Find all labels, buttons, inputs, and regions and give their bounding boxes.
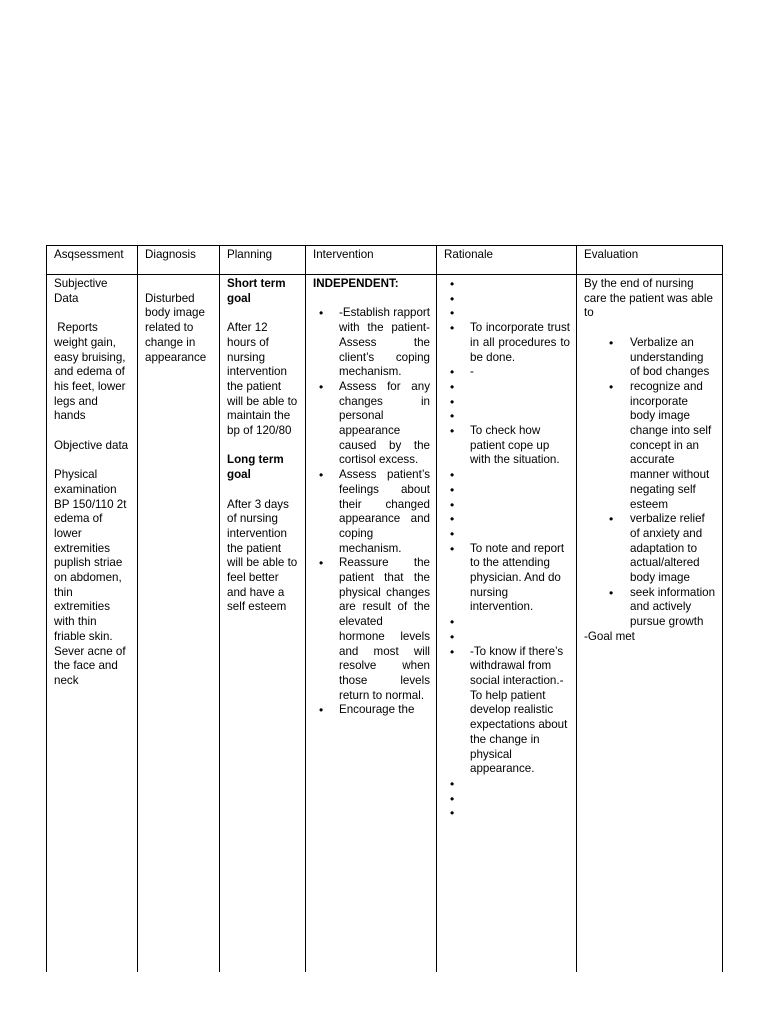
- list-item: [444, 380, 570, 395]
- intervention-list: [313, 306, 430, 718]
- list-item: • To note and report to the attending physician. And do nursing intervention.: [444, 542, 570, 616]
- list-item: [444, 395, 570, 410]
- list-item: • -Establish rapport with the patient- Assess the client’s coping mechanism.: [313, 306, 430, 380]
- list-item: [444, 277, 570, 292]
- list-item: [444, 527, 570, 542]
- list-item: [444, 792, 570, 807]
- evaluation-outcome: -Goal met: [584, 629, 635, 643]
- list-item: • Encourage the: [313, 703, 430, 718]
- cell-planning: [220, 275, 306, 973]
- table-header-row: [47, 246, 723, 275]
- list-item: [444, 409, 570, 424]
- list-item: • -To know if there’s withdrawal from social interaction.- To help patient develop realistic expectations about the change in physical appearance.: [444, 645, 570, 777]
- rationale-list: [444, 277, 570, 821]
- intervention-heading: INDEPENDENT:: [313, 277, 399, 290]
- list-item: [444, 468, 570, 483]
- evaluation-list: [584, 336, 716, 630]
- list-item: • -: [444, 365, 570, 380]
- header-diagnosis: Diagnosis: [138, 246, 220, 275]
- header-planning: Planning: [220, 246, 306, 275]
- list-item: [444, 777, 570, 792]
- list-item: • seek information and actively pursue growth: [604, 586, 716, 630]
- short-term-label: Short term goal: [227, 277, 286, 305]
- objective-title: Objective data: [54, 438, 129, 452]
- list-item: [444, 483, 570, 498]
- short-term-text: After 12 hours of nursing intervention the patient will be able to maintain the bp of 120/80: [227, 321, 298, 438]
- list-item: [444, 512, 570, 527]
- cell-evaluation: [577, 275, 723, 973]
- cell-rationale: [437, 275, 577, 973]
- evaluation-intro: By the end of nursing care the patient was able to: [584, 277, 713, 320]
- table-row: [47, 275, 723, 973]
- header-evaluation: Evaluation: [577, 246, 723, 275]
- list-item: • To check how patient cope up with the situation.: [444, 424, 570, 468]
- list-item: [444, 292, 570, 307]
- cell-intervention: [306, 275, 437, 973]
- header-rationale: Rationale: [437, 246, 577, 275]
- list-item: • Assess patient’s feelings about their changed appearance and coping mechanism.: [313, 468, 430, 556]
- diagnosis-text: Disturbed body image related to change in appearance: [145, 291, 207, 364]
- long-term-text: After 3 days of nursing intervention the patient will be able to feel better and have a self esteem: [227, 497, 298, 614]
- cell-assessment: [47, 275, 138, 973]
- list-item: • recognize and incorporate body image change into self concept in an accurate manner without negating self esteem: [604, 380, 716, 512]
- list-item: • verbalize relief of anxiety and adaptation to actual/altered body image: [604, 512, 716, 586]
- list-item: • Verbalize an understanding of bod changes: [604, 336, 716, 380]
- list-item: [444, 615, 570, 630]
- cell-diagnosis: [138, 275, 220, 973]
- list-item: [444, 630, 570, 645]
- header-assessment: Asqsessment: [47, 246, 138, 275]
- header-intervention: Intervention: [306, 246, 437, 275]
- list-item: [444, 498, 570, 513]
- list-item: • Assess for any changes in personal appearance caused by the cortisol excess.: [313, 380, 430, 468]
- long-term-label: Long term goal: [227, 453, 284, 482]
- list-item: [444, 306, 570, 321]
- nursing-care-plan-table: [46, 245, 723, 972]
- list-item: • Reassure the patient that the physical changes are result of the elevated hormone levels and most will resolve when those levels return to normal.: [313, 556, 430, 703]
- list-item: • To incorporate trust in all procedures to be done.: [444, 321, 570, 365]
- subjective-title: Subjective Data: [54, 277, 108, 305]
- list-item: [444, 806, 570, 821]
- objective-text: Physical examination BP 150/110 2t edema of lower extremities puplish striae on abdomen, thin extremities with thin friable skin. Sever acne of the face and neck: [54, 468, 127, 687]
- subjective-text: Reports weight gain, easy bruising, and edema of his feet, lower legs and hands: [54, 321, 129, 423]
